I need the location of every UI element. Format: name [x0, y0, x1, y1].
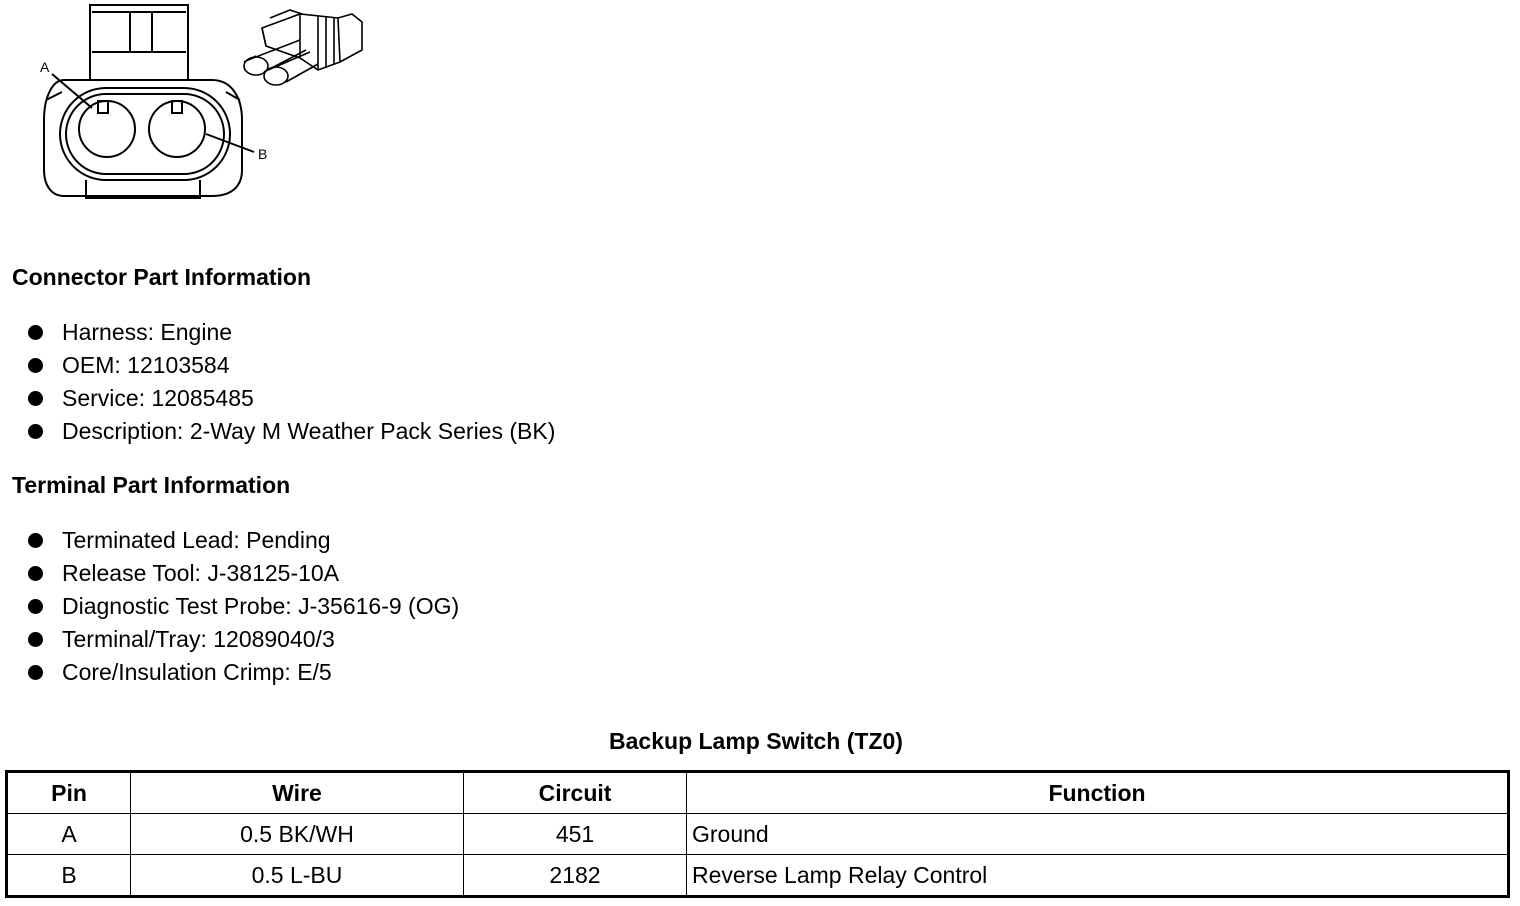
bullet-icon [28, 566, 43, 581]
list-item-text: Terminal/Tray: 12089040/3 [62, 626, 335, 652]
column-header-pin: Pin [7, 772, 131, 814]
function-cell: Ground [687, 814, 1509, 855]
list-item-text: Terminated Lead: Pending [62, 527, 331, 553]
list-item [28, 415, 555, 448]
bullet-icon [28, 424, 43, 439]
bullet-icon [28, 325, 43, 340]
circuit-cell: 451 [464, 814, 687, 855]
terminal-part-list [28, 524, 459, 689]
list-item-text: Diagnostic Test Probe: J-35616-9 (OG) [62, 593, 460, 619]
list-item [28, 349, 555, 382]
connector-diagram [0, 0, 380, 210]
pin-cell: A [7, 814, 131, 855]
wire-cell: 0.5 L-BU [131, 855, 464, 897]
bullet-icon [28, 358, 43, 373]
list-item-text: Service: 12085485 [62, 385, 254, 411]
bullet-icon [28, 599, 43, 614]
list-item-text: Release Tool: J-38125-10A [62, 560, 340, 586]
table-row [7, 814, 1509, 855]
column-header-circuit: Circuit [464, 772, 687, 814]
list-item [28, 382, 555, 415]
pin-cell: B [7, 855, 131, 897]
column-header-function: Function [687, 772, 1509, 814]
table-header-row [7, 772, 1509, 814]
function-cell: Reverse Lamp Relay Control [687, 855, 1509, 897]
list-item-text: Harness: Engine [62, 319, 233, 345]
pin-table [5, 770, 1510, 898]
list-item-text: Core/Insulation Crimp: E/5 [62, 659, 332, 685]
connector-part-heading: Connector Part Information [12, 264, 312, 290]
list-item [28, 656, 459, 689]
list-item-text: Description: 2-Way M Weather Pack Series (BK) [62, 418, 556, 444]
pin-a-label: A [40, 59, 50, 75]
bullet-icon [28, 632, 43, 647]
pin-table-title: Backup Lamp Switch (TZ0) [609, 728, 903, 754]
list-item [28, 557, 459, 590]
column-header-wire: Wire [131, 772, 464, 814]
connector-part-list [28, 316, 555, 448]
bullet-icon [28, 665, 43, 680]
terminal-part-heading: Terminal Part Information [12, 472, 291, 498]
list-item [28, 316, 555, 349]
bullet-icon [28, 533, 43, 548]
connector-isometric-icon [244, 10, 362, 85]
list-item [28, 623, 459, 656]
wire-cell: 0.5 BK/WH [131, 814, 464, 855]
circuit-cell: 2182 [464, 855, 687, 897]
bullet-icon [28, 391, 43, 406]
table-row [7, 855, 1509, 897]
list-item [28, 590, 459, 623]
pin-b-label: B [258, 146, 268, 162]
list-item [28, 524, 459, 557]
list-item-text: OEM: 12103584 [62, 352, 230, 378]
